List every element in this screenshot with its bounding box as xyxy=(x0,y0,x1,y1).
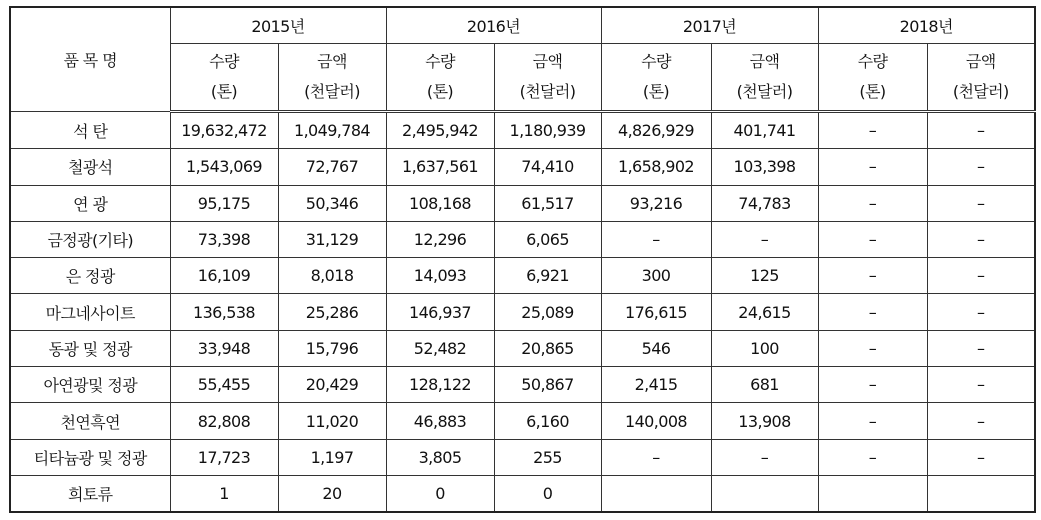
cell-value: 300 xyxy=(601,258,711,294)
cell-value: 8,018 xyxy=(278,258,386,294)
qty-unit: (톤) xyxy=(859,82,886,101)
cell-value: 11,020 xyxy=(278,403,386,439)
cell-value: 52,482 xyxy=(386,330,494,366)
cell-value: – xyxy=(927,258,1035,294)
item-name-header: 품 목 명 xyxy=(10,7,170,112)
qty-header xyxy=(818,44,927,112)
cell-value: 46,883 xyxy=(386,403,494,439)
cell-value: – xyxy=(927,439,1035,475)
cell-value: 255 xyxy=(494,439,601,475)
qty-header xyxy=(170,44,278,112)
cell-value: 1,049,784 xyxy=(278,112,386,149)
amt-header xyxy=(711,44,818,112)
amt-label: 금액 xyxy=(965,52,996,71)
qty-label: 수량 xyxy=(857,52,888,71)
cell-value: 108,168 xyxy=(386,185,494,221)
cell-value: 15,796 xyxy=(278,330,386,366)
row-item-name: 티타늄광 및 정광 xyxy=(10,439,170,475)
table-row xyxy=(10,439,1035,475)
row-item-name: 철광석 xyxy=(10,149,170,185)
row-item-name: 희토류 xyxy=(10,475,170,512)
cell-value: 20 xyxy=(278,475,386,512)
qty-unit: (톤) xyxy=(642,82,670,101)
amt-unit: (천달러) xyxy=(304,82,360,101)
cell-value: – xyxy=(927,294,1035,330)
cell-value: 74,410 xyxy=(494,149,601,185)
cell-value: 25,089 xyxy=(494,294,601,330)
year-header-2017: 2017년 xyxy=(601,7,818,44)
amt-label: 금액 xyxy=(317,52,347,71)
cell-value: – xyxy=(927,330,1035,366)
cell-value: 19,632,472 xyxy=(170,112,278,149)
cell-value xyxy=(818,475,927,512)
cell-value: 14,093 xyxy=(386,258,494,294)
amt-header xyxy=(278,44,386,112)
row-item-name: 금정광(기타) xyxy=(10,221,170,257)
cell-value: 4,826,929 xyxy=(601,112,711,149)
cell-value: 2,415 xyxy=(601,367,711,403)
cell-value: 73,398 xyxy=(170,221,278,257)
cell-value: – xyxy=(818,367,927,403)
table-row xyxy=(10,294,1035,330)
row-item-name: 천연흑연 xyxy=(10,403,170,439)
cell-value: 12,296 xyxy=(386,221,494,257)
amt-label: 금액 xyxy=(749,52,780,71)
cell-value: 93,216 xyxy=(601,185,711,221)
cell-value: 546 xyxy=(601,330,711,366)
cell-value: – xyxy=(927,112,1035,149)
table-row xyxy=(10,185,1035,221)
cell-value: 140,008 xyxy=(601,403,711,439)
cell-value: – xyxy=(818,439,927,475)
cell-value: 33,948 xyxy=(170,330,278,366)
amt-header xyxy=(927,44,1035,112)
cell-value: – xyxy=(927,221,1035,257)
cell-value: 25,286 xyxy=(278,294,386,330)
cell-value: 1,197 xyxy=(278,439,386,475)
cell-value xyxy=(927,475,1035,512)
qty-unit: (톤) xyxy=(426,82,454,101)
cell-value: – xyxy=(818,185,927,221)
cell-value: 13,908 xyxy=(711,403,818,439)
cell-value: 82,808 xyxy=(170,403,278,439)
cell-value xyxy=(711,475,818,512)
cell-value: 128,122 xyxy=(386,367,494,403)
cell-value: 2,495,942 xyxy=(386,112,494,149)
cell-value: – xyxy=(818,221,927,257)
year-header-2018: 2018년 xyxy=(818,7,1035,44)
table-row xyxy=(10,330,1035,366)
cell-value: 55,455 xyxy=(170,367,278,403)
cell-value: 50,346 xyxy=(278,185,386,221)
cell-value: 6,921 xyxy=(494,258,601,294)
cell-value: 20,865 xyxy=(494,330,601,366)
cell-value: – xyxy=(927,403,1035,439)
cell-value: 125 xyxy=(711,258,818,294)
cell-value xyxy=(601,475,711,512)
cell-value: 72,767 xyxy=(278,149,386,185)
cell-value: – xyxy=(818,294,927,330)
cell-value: 1,637,561 xyxy=(386,149,494,185)
cell-value: 1,658,902 xyxy=(601,149,711,185)
row-item-name: 아연광및 정광 xyxy=(10,367,170,403)
qty-label: 수량 xyxy=(425,52,455,71)
year-header-row xyxy=(10,7,1035,44)
cell-value: 17,723 xyxy=(170,439,278,475)
cell-value: 146,937 xyxy=(386,294,494,330)
cell-value: 74,783 xyxy=(711,185,818,221)
cell-value: 100 xyxy=(711,330,818,366)
table-row xyxy=(10,149,1035,185)
amt-unit: (천달러) xyxy=(519,82,576,101)
amt-unit: (천달러) xyxy=(952,82,1009,101)
cell-value: – xyxy=(711,221,818,257)
cell-value: 1,180,939 xyxy=(494,112,601,149)
cell-value: 1 xyxy=(170,475,278,512)
mineral-export-table xyxy=(9,6,1036,513)
cell-value: – xyxy=(818,149,927,185)
cell-value: 61,517 xyxy=(494,185,601,221)
cell-value: 20,429 xyxy=(278,367,386,403)
qty-label: 수량 xyxy=(209,52,239,71)
row-item-name: 은 정광 xyxy=(10,258,170,294)
cell-value: 0 xyxy=(494,475,601,512)
cell-value: 136,538 xyxy=(170,294,278,330)
cell-value: 3,805 xyxy=(386,439,494,475)
cell-value: 176,615 xyxy=(601,294,711,330)
year-header-2016: 2016년 xyxy=(386,7,601,44)
cell-value: – xyxy=(818,258,927,294)
qty-label: 수량 xyxy=(641,52,671,71)
cell-value: – xyxy=(711,439,818,475)
qty-header xyxy=(386,44,494,112)
cell-value: 50,867 xyxy=(494,367,601,403)
cell-value: – xyxy=(601,439,711,475)
row-item-name: 연 광 xyxy=(10,185,170,221)
amt-header xyxy=(494,44,601,112)
table-row xyxy=(10,475,1035,512)
year-header-2015: 2015년 xyxy=(170,7,386,44)
cell-value: 401,741 xyxy=(711,112,818,149)
amt-label: 금액 xyxy=(532,52,563,71)
amt-unit: (천달러) xyxy=(736,82,793,101)
qty-header xyxy=(601,44,711,112)
cell-value: – xyxy=(601,221,711,257)
cell-value: – xyxy=(818,403,927,439)
table-row xyxy=(10,258,1035,294)
cell-value: 24,615 xyxy=(711,294,818,330)
cell-value: – xyxy=(818,112,927,149)
cell-value: 1,543,069 xyxy=(170,149,278,185)
export-table-container xyxy=(9,6,1034,512)
row-item-name: 마그네사이트 xyxy=(10,294,170,330)
cell-value: – xyxy=(818,330,927,366)
cell-value: 681 xyxy=(711,367,818,403)
table-row xyxy=(10,221,1035,257)
table-row xyxy=(10,112,1035,149)
cell-value: – xyxy=(927,185,1035,221)
cell-value: – xyxy=(927,367,1035,403)
cell-value: 6,160 xyxy=(494,403,601,439)
table-row xyxy=(10,403,1035,439)
cell-value: 0 xyxy=(386,475,494,512)
row-item-name: 동광 및 정광 xyxy=(10,330,170,366)
cell-value: 31,129 xyxy=(278,221,386,257)
cell-value: – xyxy=(927,149,1035,185)
cell-value: 6,065 xyxy=(494,221,601,257)
row-item-name: 석 탄 xyxy=(10,112,170,149)
cell-value: 103,398 xyxy=(711,149,818,185)
table-row xyxy=(10,367,1035,403)
cell-value: 95,175 xyxy=(170,185,278,221)
qty-unit: (톤) xyxy=(210,82,238,101)
cell-value: 16,109 xyxy=(170,258,278,294)
